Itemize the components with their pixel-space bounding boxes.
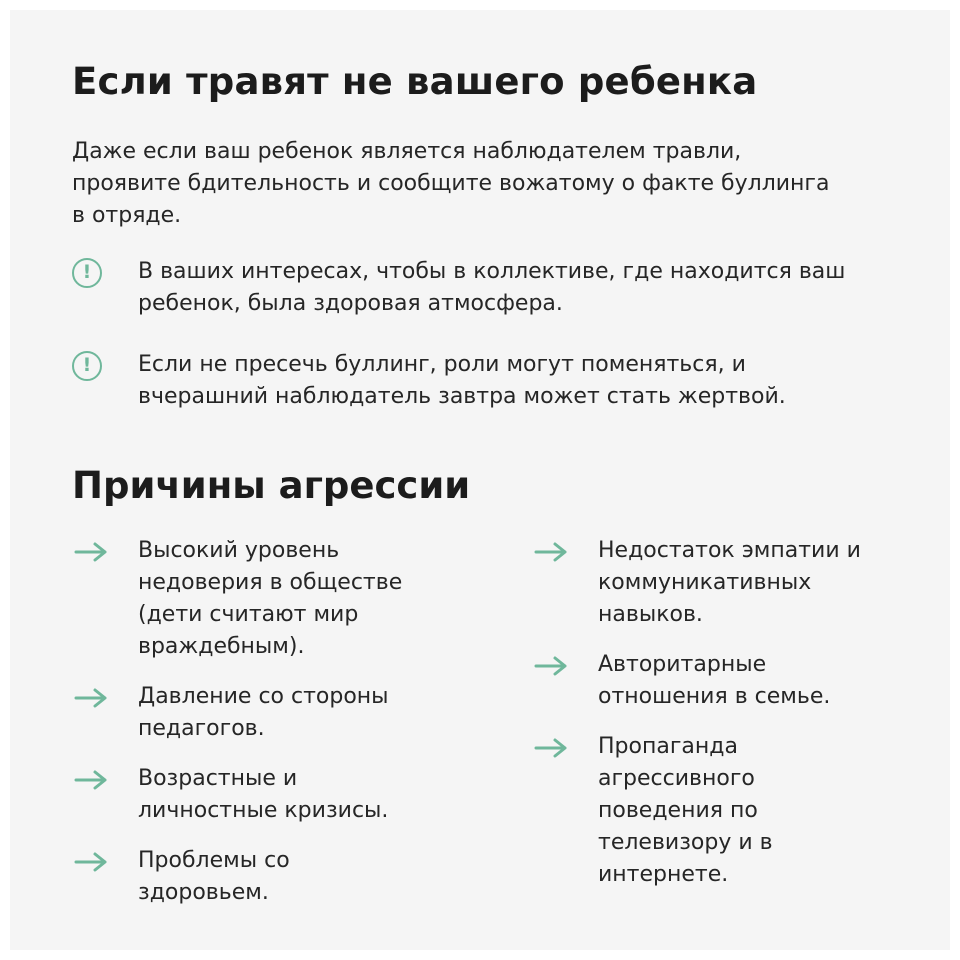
list-item	[532, 535, 872, 631]
warning-text: Если не пресечь буллинг, роли могут поменяться, и вчерашний наблюдатель завтра может стать жертвой.	[138, 352, 786, 409]
exclamation-circle-icon: !	[72, 351, 102, 381]
reason-text: Авторитарные отношения в семье.	[598, 652, 831, 709]
reason-text: Возрастные и личностные кризисы.	[138, 766, 389, 823]
list-item	[72, 763, 412, 827]
arrow-right-icon	[72, 769, 112, 791]
arrow-right-icon	[72, 541, 112, 563]
arrow-right-icon	[532, 737, 572, 759]
reason-text: Пропаганда агрессивного поведения по телевизору и в интернете.	[598, 734, 773, 887]
reason-text: Проблемы со здоровьем.	[138, 848, 290, 905]
intro-paragraph: Даже если ваш ребенок является наблюдателем травли, проявите бдительность и сообщите вожатому о факте буллинга в отряде.	[72, 139, 830, 228]
section-title-aggression-causes: Причины агрессии	[72, 464, 471, 507]
arrow-right-icon	[532, 541, 572, 563]
reasons-column-right	[532, 535, 872, 909]
list-item	[72, 845, 412, 909]
list-item	[532, 731, 872, 891]
arrow-right-icon	[72, 851, 112, 873]
section-title-bystander: Если травят не вашего ребенка	[72, 60, 758, 103]
warning-text: В ваших интересах, чтобы в коллективе, где находится ваш ребенок, была здоровая атмосфера.	[138, 259, 846, 316]
arrow-right-icon	[532, 655, 572, 677]
reason-text: Высокий уровень недоверия в обществе (дети считают мир враждебным).	[138, 538, 403, 659]
reason-text: Давление со стороны педагогов.	[138, 684, 389, 741]
list-item	[72, 681, 412, 745]
reasons-column-left	[72, 535, 412, 927]
list-item	[72, 535, 412, 663]
arrow-right-icon	[72, 687, 112, 709]
reason-text: Недостаток эмпатии и коммуникативных навыков.	[598, 538, 861, 627]
list-item	[532, 649, 872, 713]
exclamation-circle-icon: !	[72, 258, 102, 288]
